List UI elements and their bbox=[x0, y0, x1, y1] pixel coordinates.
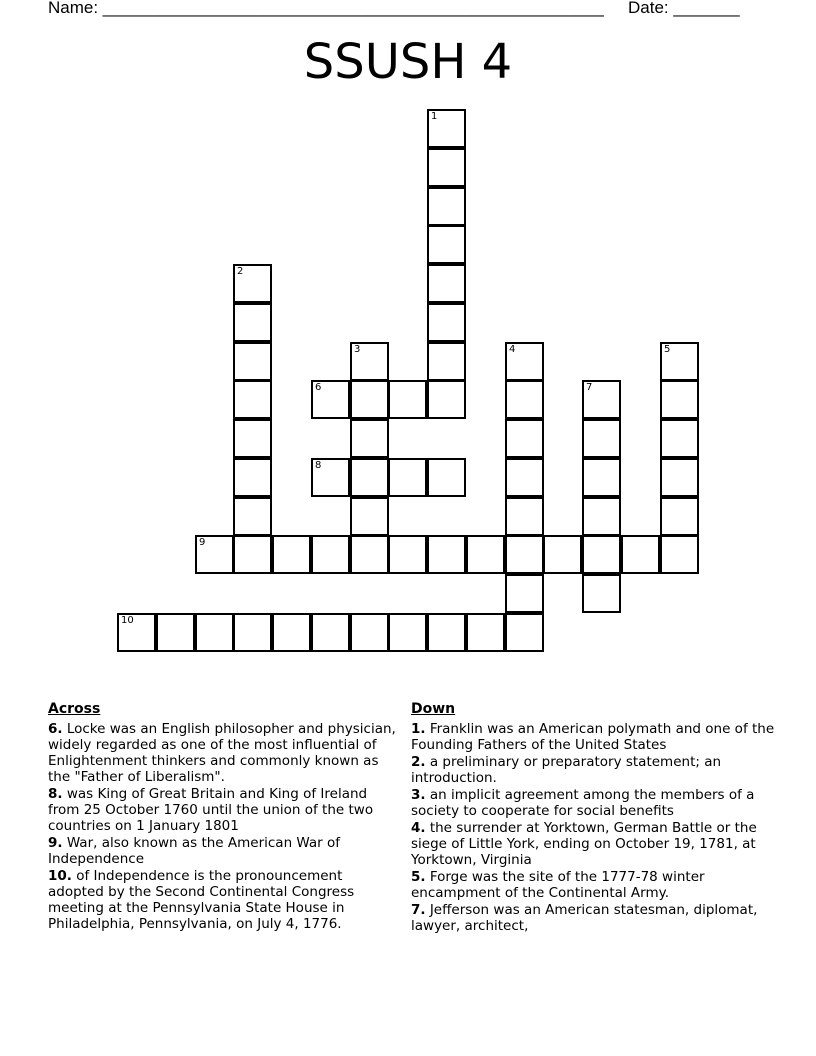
clue-text: Forge was the site of the 1777-78 winter encampment of the Continental Army. bbox=[411, 869, 705, 901]
crossword-cell[interactable] bbox=[582, 419, 621, 458]
crossword-cell[interactable] bbox=[272, 535, 311, 574]
clue-text: War, also known as the American War of Independence bbox=[48, 835, 341, 867]
clue-number: 7. bbox=[411, 902, 426, 918]
crossword-cell[interactable] bbox=[660, 535, 699, 574]
down-clue bbox=[411, 787, 776, 819]
cell-number: 10 bbox=[121, 615, 134, 626]
crossword-cell[interactable] bbox=[350, 419, 389, 458]
crossword-cell[interactable] bbox=[311, 535, 350, 574]
down-clues bbox=[411, 701, 776, 935]
crossword-cell[interactable] bbox=[156, 613, 195, 652]
down-clue bbox=[411, 754, 776, 786]
crossword-cell[interactable] bbox=[233, 380, 272, 419]
cell-number: 1 bbox=[431, 111, 438, 122]
crossword-cell[interactable] bbox=[582, 380, 621, 419]
crossword-cell[interactable] bbox=[505, 458, 544, 497]
crossword-cell[interactable] bbox=[233, 458, 272, 497]
name-field[interactable]: Name: _____________________________________________________ bbox=[48, 0, 604, 17]
down-heading: Down bbox=[411, 701, 456, 717]
clue-number: 2. bbox=[411, 754, 426, 770]
crossword-cell[interactable] bbox=[427, 613, 466, 652]
crossword-cell[interactable] bbox=[350, 458, 389, 497]
crossword-cell[interactable] bbox=[582, 535, 621, 574]
crossword-cell[interactable] bbox=[660, 342, 699, 381]
clue-text: Jefferson was an American statesman, diplomat, lawyer, architect, bbox=[411, 902, 758, 934]
crossword-cell[interactable] bbox=[311, 458, 350, 497]
cell-number: 7 bbox=[586, 382, 593, 393]
clue-text: was King of Great Britain and King of Ireland from 25 October 1760 until the union of the two countries on 1 January 1801 bbox=[48, 786, 374, 834]
crossword-cell[interactable] bbox=[582, 458, 621, 497]
crossword-cell[interactable] bbox=[233, 613, 272, 652]
crossword-cell[interactable] bbox=[427, 380, 466, 419]
cell-number: 6 bbox=[315, 382, 322, 393]
crossword-cell[interactable] bbox=[505, 380, 544, 419]
crossword-cell[interactable] bbox=[582, 574, 621, 613]
clue-text: Franklin was an American polymath and one of the Founding Fathers of the United States bbox=[411, 721, 775, 753]
crossword-cell[interactable] bbox=[427, 225, 466, 264]
crossword-cell[interactable] bbox=[272, 613, 311, 652]
clue-number: 8. bbox=[48, 786, 63, 802]
crossword-cell[interactable] bbox=[427, 187, 466, 226]
crossword-cell[interactable] bbox=[350, 380, 389, 419]
crossword-cell[interactable] bbox=[505, 497, 544, 536]
page-title: SSUSH 4 bbox=[303, 34, 513, 90]
down-clue bbox=[411, 820, 776, 868]
crossword-cell[interactable] bbox=[621, 535, 660, 574]
crossword-cell[interactable] bbox=[233, 303, 272, 342]
crossword-cell[interactable] bbox=[427, 148, 466, 187]
crossword-cell[interactable] bbox=[195, 535, 234, 574]
across-clue bbox=[48, 786, 398, 834]
clue-number: 1. bbox=[411, 721, 426, 737]
crossword-cell[interactable] bbox=[233, 419, 272, 458]
crossword-cell[interactable] bbox=[427, 264, 466, 303]
clue-text: the surrender at Yorktown, German Battle or the siege of Little York, ending on October 19, 1781, at Yorktown, Virginia bbox=[411, 820, 757, 868]
date-field[interactable]: Date: _______ bbox=[628, 0, 740, 17]
clue-text: Locke was an English philosopher and physician, widely regarded as one of the most influential of Enlightenment thinkers and commonly known as the "Father of Liberalism". bbox=[48, 721, 396, 785]
down-clue bbox=[411, 721, 776, 753]
across-clue bbox=[48, 835, 398, 867]
crossword-cell[interactable] bbox=[543, 535, 582, 574]
crossword-cell[interactable] bbox=[505, 342, 544, 381]
clue-number: 9. bbox=[48, 835, 63, 851]
crossword-cell[interactable] bbox=[427, 535, 466, 574]
crossword-cell[interactable] bbox=[233, 342, 272, 381]
crossword-cell[interactable] bbox=[505, 574, 544, 613]
clue-text: of Independence is the pronouncement adopted by the Second Continental Congress meeting at the Pennsylvania State House in Philadelphia, Pennsylvania, on July 4, 1776. bbox=[48, 868, 355, 932]
crossword-cell[interactable] bbox=[660, 380, 699, 419]
cell-number: 9 bbox=[199, 537, 206, 548]
clue-text: an implicit agreement among the members of a society to cooperate for social benefits bbox=[411, 787, 755, 819]
cell-number: 4 bbox=[509, 344, 516, 355]
across-clue bbox=[48, 721, 398, 785]
crossword-cell[interactable] bbox=[427, 109, 466, 148]
crossword-cell[interactable] bbox=[350, 535, 389, 574]
crossword-cell[interactable] bbox=[505, 613, 544, 652]
crossword-cell[interactable] bbox=[117, 613, 156, 652]
cell-number: 8 bbox=[315, 460, 322, 471]
across-clue bbox=[48, 868, 398, 932]
crossword-cell[interactable] bbox=[505, 419, 544, 458]
clue-text: a preliminary or preparatory statement; an introduction. bbox=[411, 754, 722, 786]
crossword-cell[interactable] bbox=[233, 264, 272, 303]
cell-number: 3 bbox=[354, 344, 361, 355]
crossword-cell[interactable] bbox=[427, 342, 466, 381]
crossword-cell[interactable] bbox=[350, 342, 389, 381]
crossword-cell[interactable] bbox=[195, 613, 234, 652]
clue-number: 3. bbox=[411, 787, 426, 803]
clue-number: 10. bbox=[48, 868, 72, 884]
down-clue bbox=[411, 902, 776, 934]
crossword-cell[interactable] bbox=[660, 419, 699, 458]
crossword-cell[interactable] bbox=[660, 497, 699, 536]
across-heading: Across bbox=[48, 701, 101, 717]
clue-number: 4. bbox=[411, 820, 426, 836]
cell-number: 2 bbox=[237, 266, 244, 277]
cell-number: 5 bbox=[664, 344, 671, 355]
crossword-cell[interactable] bbox=[350, 497, 389, 536]
crossword-cell[interactable] bbox=[427, 303, 466, 342]
down-clue bbox=[411, 869, 776, 901]
crossword-cell[interactable] bbox=[311, 613, 350, 652]
crossword-cell[interactable] bbox=[388, 535, 427, 574]
crossword-cell[interactable] bbox=[660, 458, 699, 497]
crossword-cell[interactable] bbox=[466, 613, 505, 652]
crossword-cell[interactable] bbox=[388, 458, 427, 497]
crossword-cell[interactable] bbox=[427, 458, 466, 497]
crossword-cell[interactable] bbox=[233, 535, 272, 574]
crossword-cell[interactable] bbox=[466, 535, 505, 574]
clue-number: 5. bbox=[411, 869, 426, 885]
crossword-cell[interactable] bbox=[350, 613, 389, 652]
crossword-cell[interactable] bbox=[582, 497, 621, 536]
clue-number: 6. bbox=[48, 721, 63, 737]
crossword-cell[interactable] bbox=[388, 613, 427, 652]
crossword-cell[interactable] bbox=[233, 497, 272, 536]
crossword-cell[interactable] bbox=[388, 380, 427, 419]
across-clues bbox=[48, 701, 398, 933]
crossword-cell[interactable] bbox=[311, 380, 350, 419]
crossword-cell[interactable] bbox=[505, 535, 544, 574]
